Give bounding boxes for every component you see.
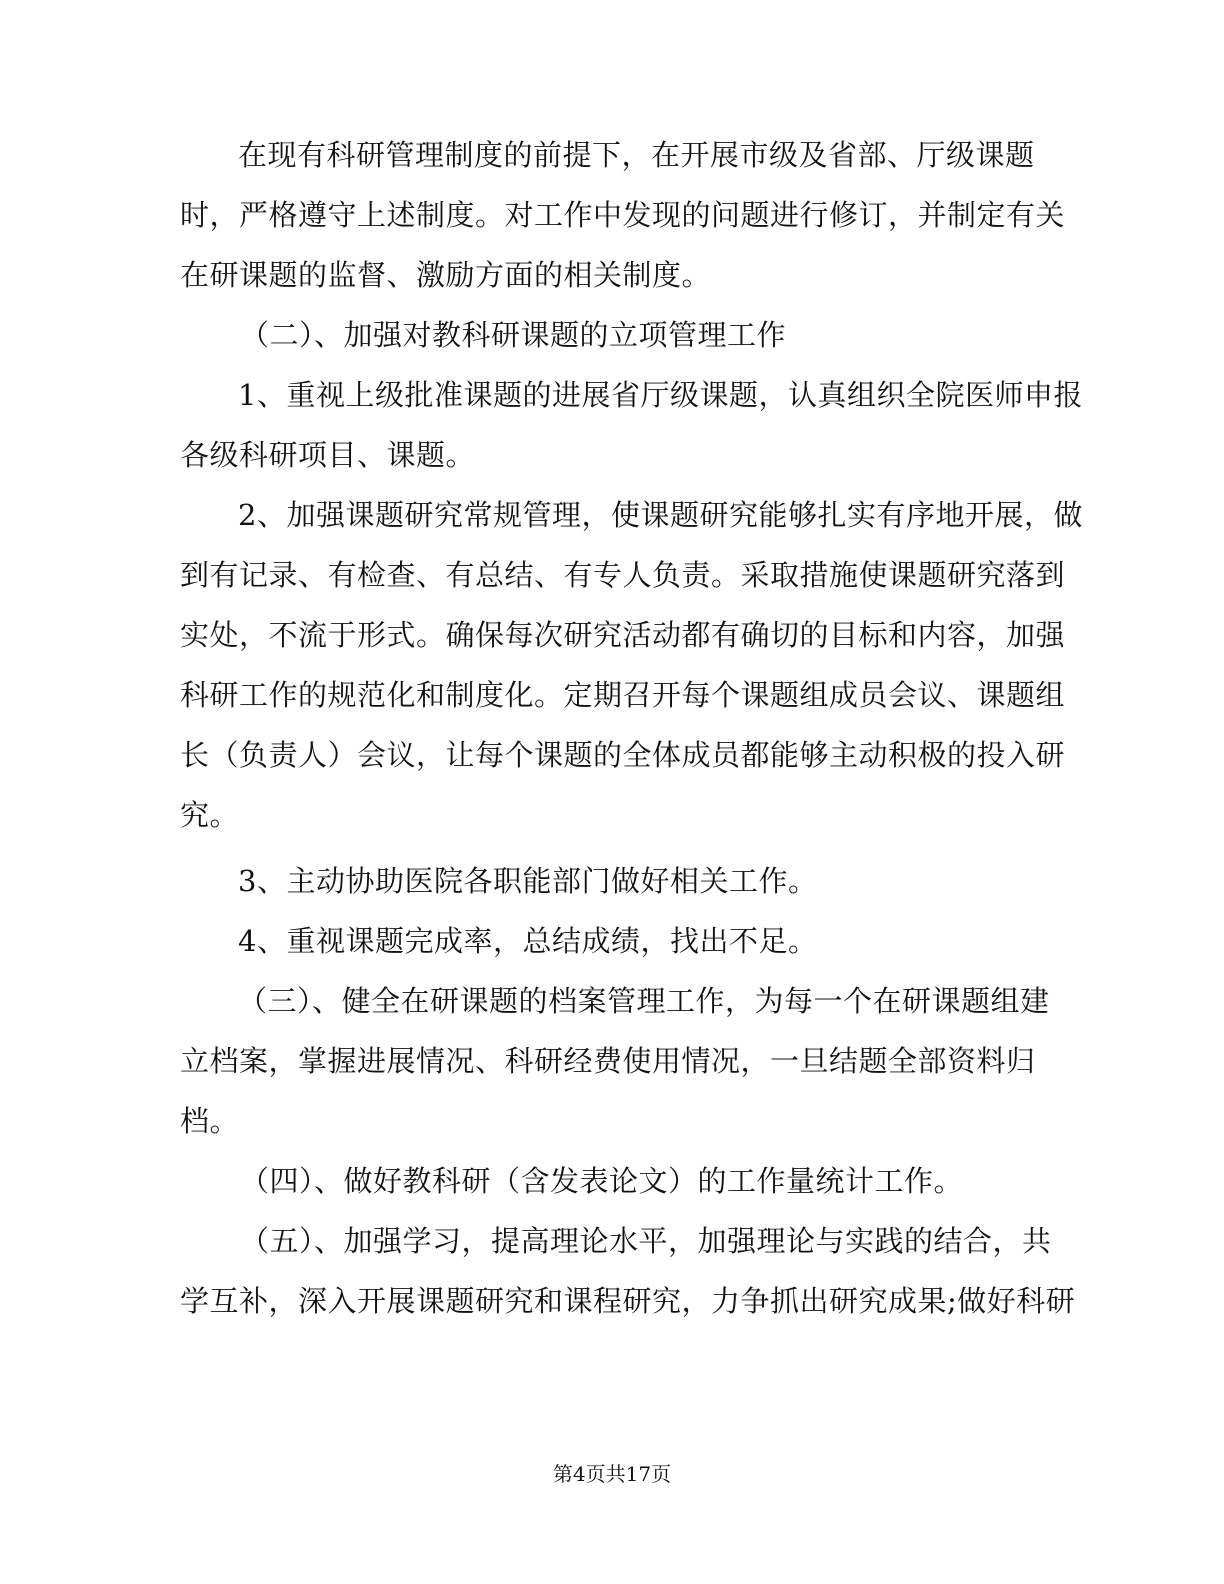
paragraph-line: 学互补，深入开展课题研究和课程研究，力争抓出研究成果;做好科研 [180, 1284, 1076, 1318]
paragraph-line: 2、加强课题研究常规管理，使课题研究能够扎实有序地开展，做 [238, 498, 1083, 532]
paragraph-line: 各级科研项目、课题。 [180, 438, 476, 472]
section-heading: （二）、加强对教科研课题的立项管理工作 [240, 318, 787, 352]
section-heading: （四）、做好教科研（含发表论文）的工作量统计工作。 [240, 1164, 964, 1198]
paragraph-line: 立档案，掌握进展情况、科研经费使用情况，一旦结题全部资料归 [180, 1044, 1036, 1078]
paragraph-line: 在现有科研管理制度的前提下，在开展市级及省部、厅级课题 [238, 138, 1035, 172]
paragraph-line: 在研课题的监督、激励方面的相关制度。 [180, 258, 712, 292]
section-heading: （五）、加强学习，提高理论水平，加强理论与实践的结合，共 [240, 1224, 1052, 1258]
paragraph-line: 究。 [180, 798, 240, 832]
paragraph-line: 科研工作的规范化和制度化。定期召开每个课题组成员会议、课题组 [180, 678, 1066, 712]
paragraph-line: 到有记录、有检查、有总结、有专人负责。采取措施使课题研究落到 [180, 558, 1066, 592]
paragraph-line: 时，严格遵守上述制度。对工作中发现的问题进行修订，并制定有关 [180, 198, 1066, 232]
paragraph-line: 4、重视课题完成率，总结成绩，找出不足。 [238, 924, 818, 958]
section-heading: （三）、健全在研课题的档案管理工作，为每一个在研课题组建 [238, 984, 1050, 1018]
page-number-footer: 第4页共17页 [552, 1462, 672, 1486]
paragraph-line: 档。 [180, 1104, 240, 1138]
paragraph-line: 长（负责人）会议，让每个课题的全体成员都能够主动积极的投入研 [180, 738, 1066, 772]
paragraph-line: 实处，不流于形式。确保每次研究活动都有确切的目标和内容，加强 [180, 618, 1066, 652]
paragraph-line: 3、主动协助医院各职能部门做好相关工作。 [238, 864, 818, 898]
paragraph-line: 1、重视上级批准课题的进展省厅级课题，认真组织全院医师申报 [238, 378, 1083, 412]
